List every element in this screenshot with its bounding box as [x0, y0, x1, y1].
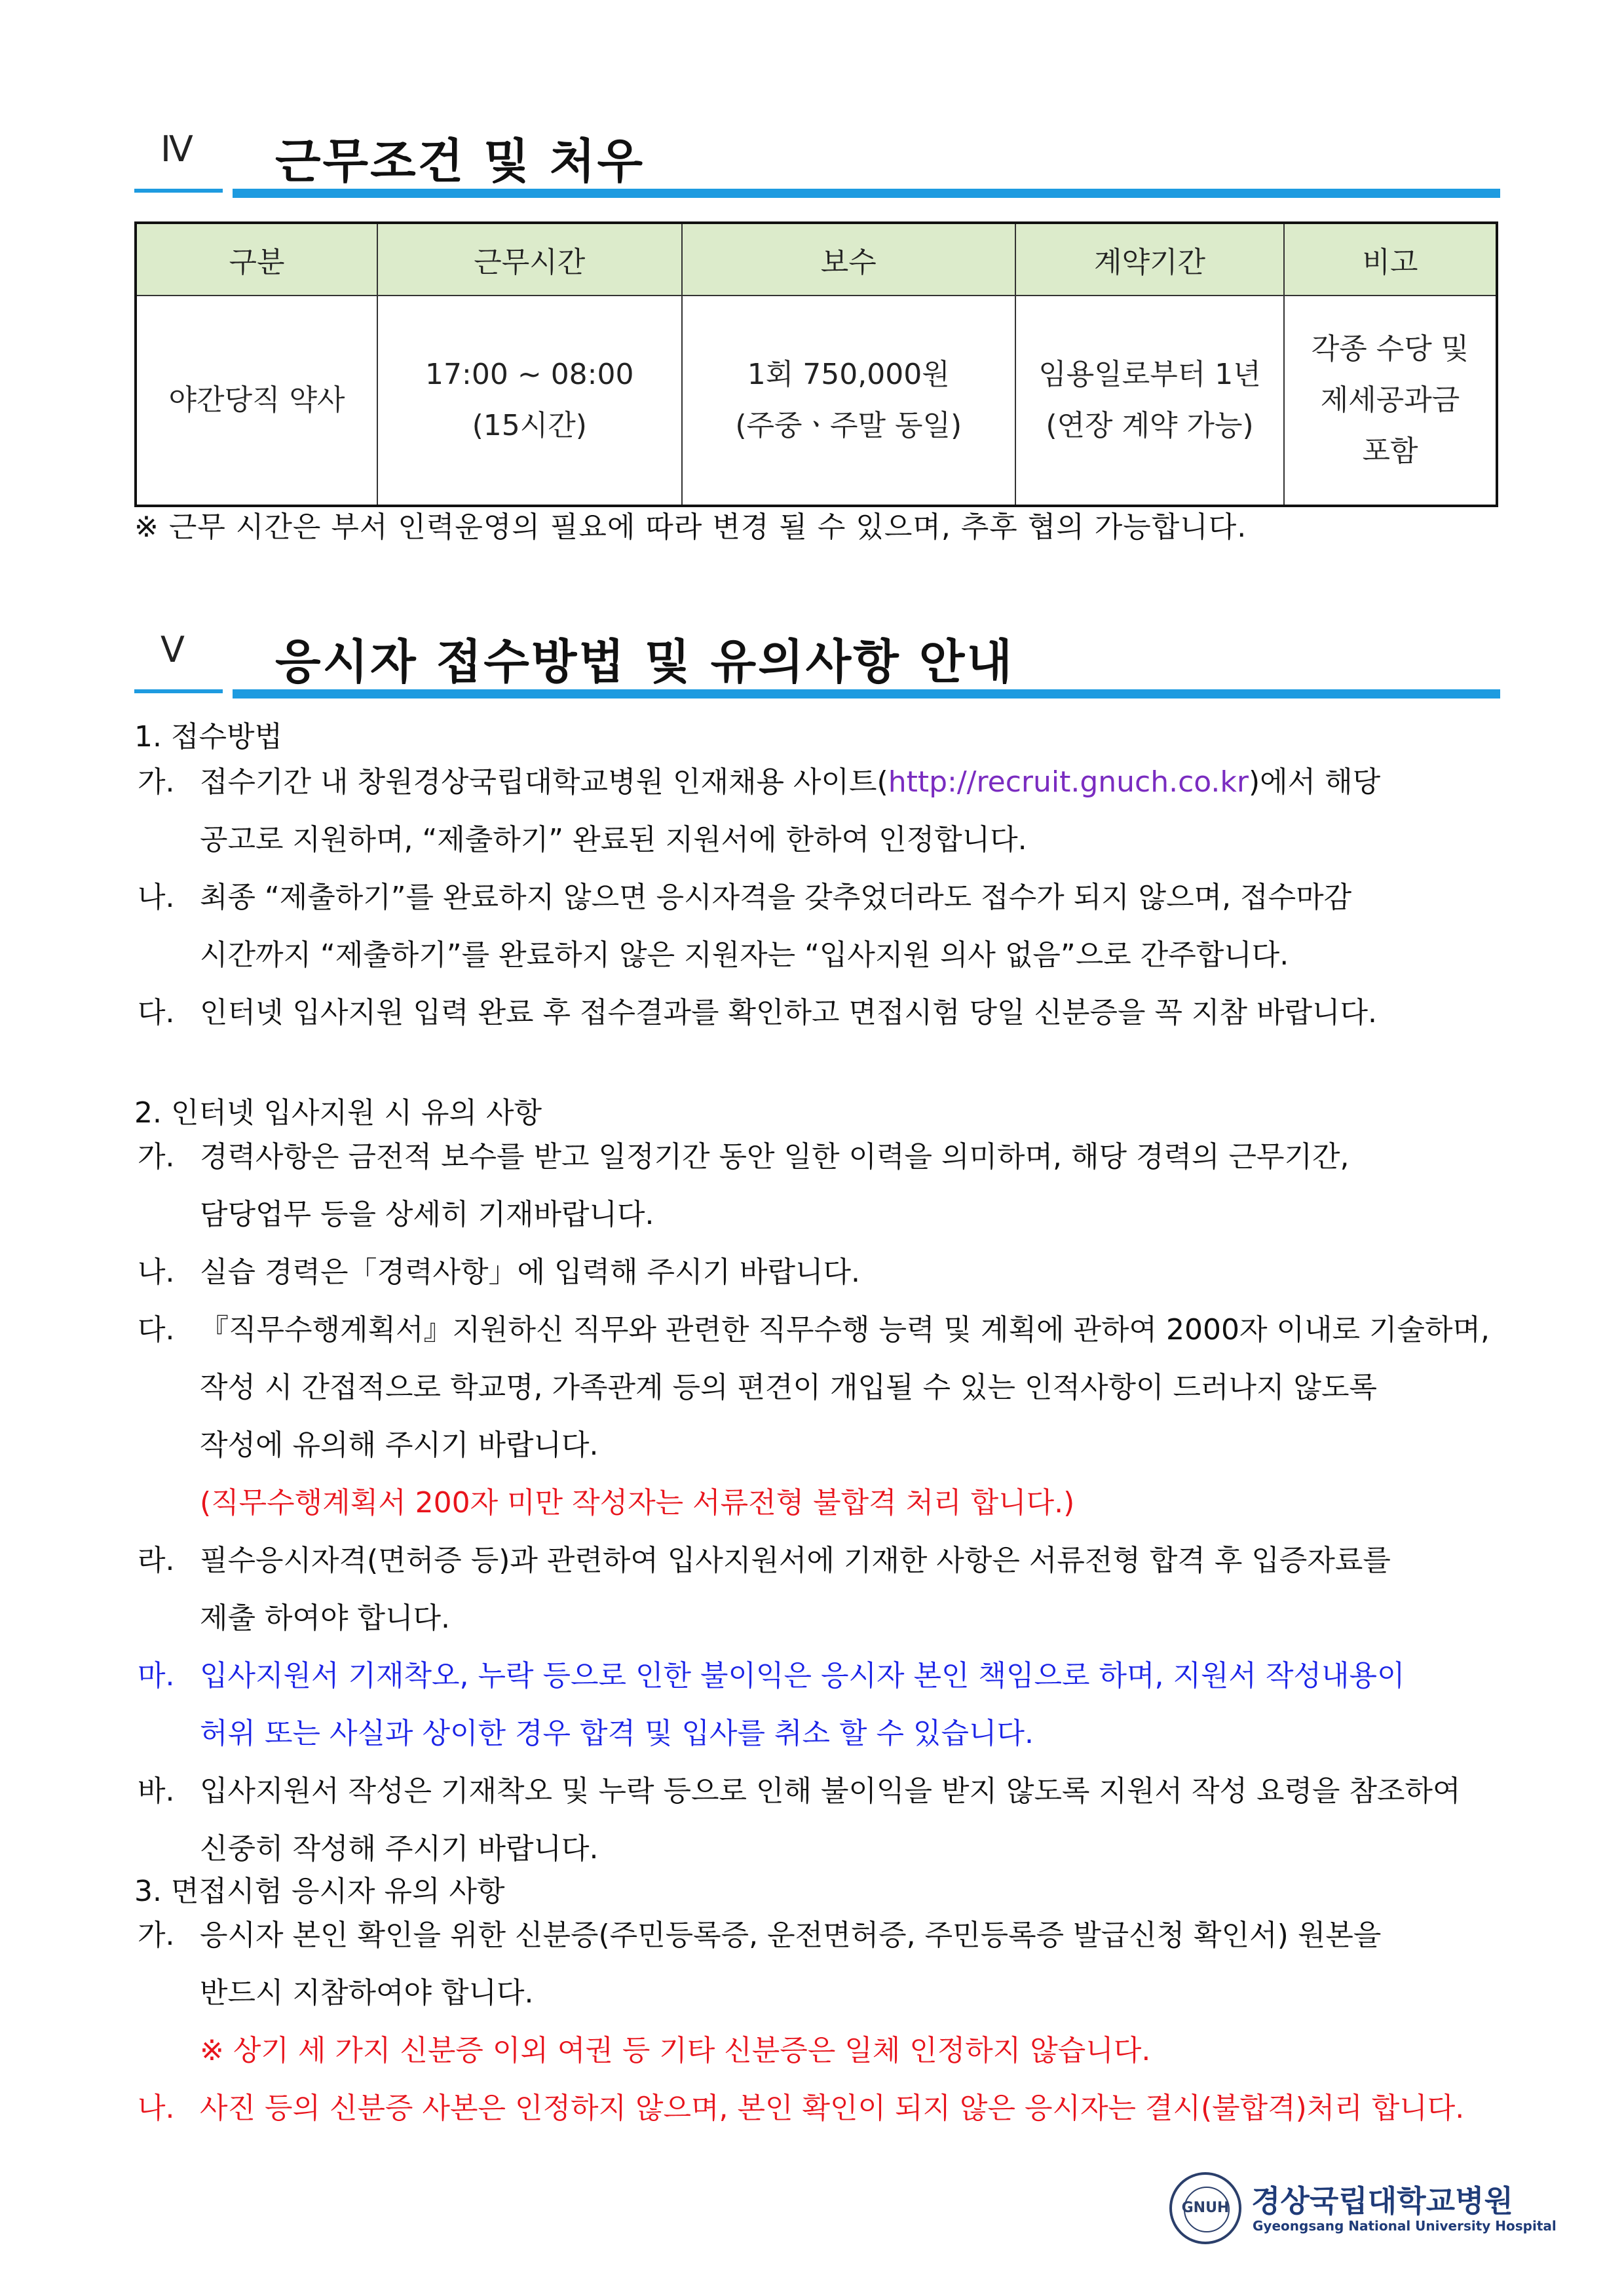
section-4-header: [134, 128, 1500, 201]
hospital-name-en: Gyeongsang National University Hospital: [1253, 2218, 1557, 2234]
section-underline-long: [233, 689, 1500, 698]
item-text: 필수응시자격(면허증 등)과 관련하여 입사지원서에 기재한 사항은 서류전형 합격 후 입증자료를 제출 하여야 합니다.: [200, 1544, 1391, 1635]
item-marker: 나.: [138, 2092, 175, 2125]
list-item: [138, 1907, 1507, 2080]
item-marker: 다.: [138, 1313, 175, 1347]
list-item: [138, 1763, 1507, 1878]
part-3-heading: 3. 면접시험 응시자 유의 사항: [134, 1875, 505, 1908]
item-text: 사진 등의 신분증 사본은 인정하지 않으며, 본인 확인이 되지 않은 응시자는 결시(불합격)처리 합니다.: [200, 2092, 1465, 2125]
item-text: 최종 “제출하기”를 완료하지 않으면 응시자격을 갖추었더라도 접수가 되지 않으며, 접수마감 시간까지 “제출하기”를 완료하지 않은 지원자는 “입사지원 의사 없음”으로 간주합니다.: [200, 881, 1352, 972]
item-warning: ※ 상기 세 가지 신분증 이외 여권 등 기타 신분증은 일체 인정하지 않습니다.: [200, 2034, 1151, 2067]
item-marker: 나.: [138, 1255, 175, 1289]
item-marker: 바.: [138, 1774, 175, 1808]
section-number: Ⅳ: [161, 128, 193, 170]
list-item: [138, 1244, 1507, 1301]
part-1-heading: 1. 접수방법: [134, 720, 282, 754]
section-underline-long: [233, 189, 1500, 198]
header-remark: 비고: [1284, 223, 1497, 296]
list-item: [138, 1128, 1507, 1244]
section-title: 응시자 접수방법 및 유의사항 안내: [275, 634, 1014, 689]
item-marker: 가.: [138, 1140, 175, 1174]
list-item: [138, 869, 1507, 984]
item-marker: 마.: [138, 1659, 175, 1693]
header-hours: 근무시간: [377, 223, 681, 296]
table-header-row: [136, 223, 1497, 296]
list-item: [138, 1647, 1507, 1763]
list-item: [138, 984, 1507, 1042]
work-conditions-table: [134, 221, 1498, 507]
hospital-logo: [1169, 2172, 1557, 2251]
header-period: 계약기간: [1015, 223, 1284, 296]
section-5-header: [134, 629, 1500, 701]
section-underline-short: [134, 189, 223, 193]
section-number: Ⅴ: [161, 629, 185, 670]
header-pay: 보수: [682, 223, 1016, 296]
cell-pay: 1회 750,000원 (주중ㆍ주말 동일): [682, 296, 1016, 506]
item-text: 『직무수행계획서』지원하신 직무와 관련한 직무수행 능력 및 계획에 관하여 2000자 이내로 기술하며, 작성 시 간접적으로 학교명, 가족관계 등의 편견이 개입될 수 있는 인적사항이 드러나지 않도록 작성에 유의해 주시기 바랍니다.: [200, 1313, 1490, 1462]
list-item: [138, 1532, 1507, 1647]
item-text: 입사지원서 기재착오, 누락 등으로 인한 불이익은 응시자 본인 책임으로 하며, 지원서 작성내용이 허위 또는 사실과 상이한 경우 합격 및 입사를 취소 할 수 있습니다.: [200, 1659, 1405, 1750]
item-text: 응시자 본인 확인을 위한 신분증(주민등록증, 운전면허증, 주민등록증 발급신청 확인서) 원본을 반드시 지참하여야 합니다.: [200, 1919, 1382, 2010]
item-marker: 나.: [138, 881, 175, 914]
item-text: 입사지원서 작성은 기재착오 및 누락 등으로 인해 불이익을 받지 않도록 지원서 작성 요령을 참조하여 신중히 작성해 주시기 바랍니다.: [200, 1774, 1461, 1866]
list-item: [138, 754, 1507, 869]
work-hours-note: ※ 근무 시간은 부서 인력운영의 필요에 따라 변경 될 수 있으며, 추후 협의 가능합니다.: [134, 510, 1247, 544]
header-category: 구분: [136, 223, 377, 296]
item-marker: 가.: [138, 1919, 175, 1952]
item-text-pre: 접수기간 내 창원경상국립대학교병원 인재채용 사이트(: [200, 765, 888, 799]
part-2-heading: 2. 인터넷 입사지원 시 유의 사항: [134, 1096, 542, 1130]
item-marker: 다.: [138, 996, 175, 1029]
recruit-site-link[interactable]: http://recruit.gnuch.co.kr: [888, 765, 1249, 799]
cell-hours: 17:00 ~ 08:00 (15시간): [377, 296, 681, 506]
item-text-post: )에서 해당 공고로 지원하며, “제출하기” 완료된 지원서에 한하여 인정합니다.: [200, 765, 1381, 856]
item-marker: 라.: [138, 1544, 175, 1577]
list-item: [138, 2080, 1507, 2137]
seal-text: GNUH: [1181, 2200, 1230, 2216]
item-text: 인터넷 입사지원 입력 완료 후 접수결과를 확인하고 면접시험 당일 신분증을 꼭 지참 바랍니다.: [200, 996, 1377, 1029]
hospital-seal-icon: [1169, 2172, 1241, 2244]
item-text: 경력사항은 금전적 보수를 받고 일정기간 동안 일한 이력을 의미하며, 해당 경력의 근무기간, 담당업무 등을 상세히 기재바랍니다.: [200, 1140, 1350, 1231]
cell-period: 임용일로부터 1년 (연장 계약 가능): [1015, 296, 1284, 506]
item-text: 실습 경력은「경력사항」에 입력해 주시기 바랍니다.: [200, 1255, 861, 1289]
item-marker: 가.: [138, 765, 175, 799]
cell-category: 야간당직 약사: [136, 296, 377, 506]
table-row: [136, 296, 1497, 506]
section-title: 근무조건 및 처우: [275, 134, 645, 189]
list-item: [138, 1301, 1507, 1532]
item-warning: (직무수행계획서 200자 미만 작성자는 서류전형 불합격 처리 합니다.): [200, 1486, 1075, 1520]
hospital-name-kr: 경상국립대학교병원: [1251, 2183, 1513, 2219]
section-underline-short: [134, 689, 223, 693]
item-text: [200, 754, 1507, 869]
cell-remark: 각종 수당 및 제세공과금 포함: [1284, 296, 1497, 506]
